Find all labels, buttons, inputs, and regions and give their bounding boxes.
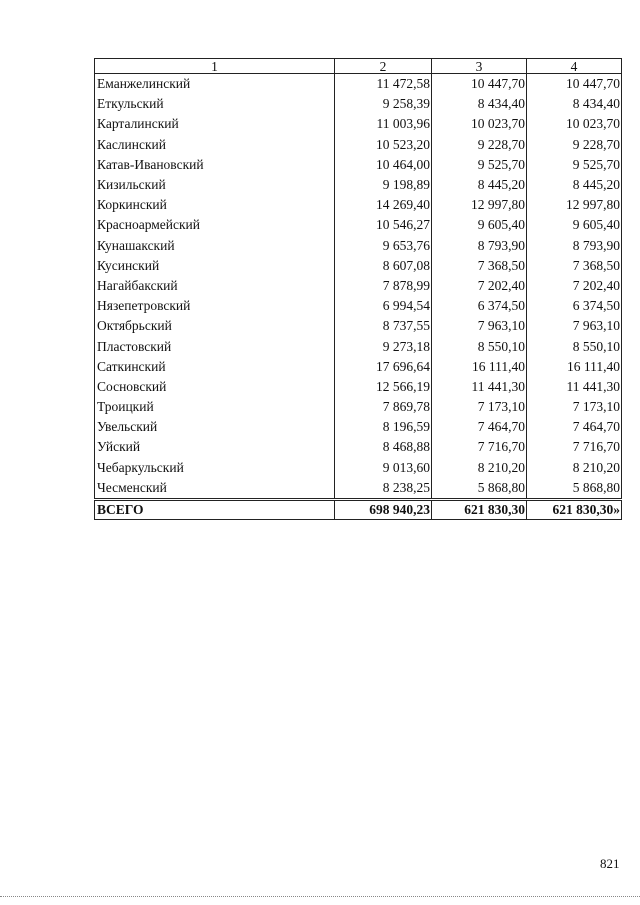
table-row bbox=[95, 417, 622, 437]
district-name: Кизильский bbox=[95, 175, 335, 195]
value-col3: 7 464,70 bbox=[432, 417, 527, 437]
district-name: Октябрьский bbox=[95, 316, 335, 336]
table-row bbox=[95, 236, 622, 256]
value-col3: 5 868,80 bbox=[432, 478, 527, 500]
value-col3: 7 963,10 bbox=[432, 316, 527, 336]
table-row bbox=[95, 478, 622, 500]
value-col3: 7 202,40 bbox=[432, 276, 527, 296]
value-col2: 9 273,18 bbox=[335, 336, 432, 356]
budget-table bbox=[94, 58, 622, 520]
value-col4: 6 374,50 bbox=[527, 296, 622, 316]
value-col4: 7 368,50 bbox=[527, 256, 622, 276]
value-col4: 10 023,70 bbox=[527, 114, 622, 134]
value-col4: 7 716,70 bbox=[527, 437, 622, 457]
district-name: Красноармейский bbox=[95, 215, 335, 235]
value-col3: 16 111,40 bbox=[432, 357, 527, 377]
table-row bbox=[95, 135, 622, 155]
table-row bbox=[95, 74, 622, 95]
column-header-3: 3 bbox=[432, 59, 527, 74]
district-name: Карталинский bbox=[95, 114, 335, 134]
table-row bbox=[95, 458, 622, 478]
value-col4: 7 464,70 bbox=[527, 417, 622, 437]
value-col3: 8 445,20 bbox=[432, 175, 527, 195]
district-name: Чебаркульский bbox=[95, 458, 335, 478]
bottom-divider bbox=[0, 896, 640, 897]
value-col4: 7 963,10 bbox=[527, 316, 622, 336]
value-col3: 10 447,70 bbox=[432, 74, 527, 95]
value-col2: 8 468,88 bbox=[335, 437, 432, 457]
value-col2: 9 198,89 bbox=[335, 175, 432, 195]
value-col3: 7 716,70 bbox=[432, 437, 527, 457]
district-name: Увельский bbox=[95, 417, 335, 437]
value-col2: 17 696,64 bbox=[335, 357, 432, 377]
total-row bbox=[95, 499, 622, 519]
district-name: Кунашакский bbox=[95, 236, 335, 256]
value-col4: 8 434,40 bbox=[527, 94, 622, 114]
value-col2: 8 607,08 bbox=[335, 256, 432, 276]
value-col2: 7 869,78 bbox=[335, 397, 432, 417]
total-col4: 621 830,30» bbox=[527, 499, 622, 519]
page-number: 821 bbox=[600, 856, 620, 871]
total-label: ВСЕГО bbox=[95, 499, 335, 519]
value-col2: 14 269,40 bbox=[335, 195, 432, 215]
value-col2: 6 994,54 bbox=[335, 296, 432, 316]
table-row bbox=[95, 215, 622, 235]
district-name: Уйский bbox=[95, 437, 335, 457]
value-col4: 11 441,30 bbox=[527, 377, 622, 397]
table-row bbox=[95, 114, 622, 134]
value-col4: 12 997,80 bbox=[527, 195, 622, 215]
table-row bbox=[95, 316, 622, 336]
district-name: Сосновский bbox=[95, 377, 335, 397]
value-col3: 10 023,70 bbox=[432, 114, 527, 134]
table-row bbox=[95, 336, 622, 356]
value-col3: 8 550,10 bbox=[432, 336, 527, 356]
value-col4: 16 111,40 bbox=[527, 357, 622, 377]
value-col4: 5 868,80 bbox=[527, 478, 622, 500]
table-row bbox=[95, 94, 622, 114]
district-name: Еткульский bbox=[95, 94, 335, 114]
value-col2: 8 238,25 bbox=[335, 478, 432, 500]
value-col2: 10 546,27 bbox=[335, 215, 432, 235]
value-col4: 8 445,20 bbox=[527, 175, 622, 195]
value-col4: 7 202,40 bbox=[527, 276, 622, 296]
table-row bbox=[95, 155, 622, 175]
value-col2: 10 464,00 bbox=[335, 155, 432, 175]
district-name: Чесменский bbox=[95, 478, 335, 500]
value-col2: 7 878,99 bbox=[335, 276, 432, 296]
value-col4: 9 605,40 bbox=[527, 215, 622, 235]
table-row bbox=[95, 437, 622, 457]
column-header-2: 2 bbox=[335, 59, 432, 74]
value-col3: 8 434,40 bbox=[432, 94, 527, 114]
value-col2: 9 653,76 bbox=[335, 236, 432, 256]
table-row bbox=[95, 397, 622, 417]
value-col2: 12 566,19 bbox=[335, 377, 432, 397]
header-row bbox=[95, 59, 622, 74]
column-header-4: 4 bbox=[527, 59, 622, 74]
column-header-1: 1 bbox=[95, 59, 335, 74]
value-col4: 8 210,20 bbox=[527, 458, 622, 478]
district-name: Нагайбакский bbox=[95, 276, 335, 296]
district-name: Катав-Ивановский bbox=[95, 155, 335, 175]
value-col4: 9 228,70 bbox=[527, 135, 622, 155]
value-col4: 8 793,90 bbox=[527, 236, 622, 256]
table-row bbox=[95, 377, 622, 397]
district-name: Пластовский bbox=[95, 336, 335, 356]
value-col2: 8 196,59 bbox=[335, 417, 432, 437]
table-row bbox=[95, 357, 622, 377]
value-col3: 7 173,10 bbox=[432, 397, 527, 417]
value-col2: 9 258,39 bbox=[335, 94, 432, 114]
value-col4: 8 550,10 bbox=[527, 336, 622, 356]
value-col3: 7 368,50 bbox=[432, 256, 527, 276]
district-name: Еманжелинский bbox=[95, 74, 335, 95]
total-col2: 698 940,23 bbox=[335, 499, 432, 519]
table-row bbox=[95, 276, 622, 296]
value-col3: 8 210,20 bbox=[432, 458, 527, 478]
value-col3: 11 441,30 bbox=[432, 377, 527, 397]
table-body bbox=[95, 74, 622, 500]
value-col3: 9 605,40 bbox=[432, 215, 527, 235]
district-name: Коркинский bbox=[95, 195, 335, 215]
value-col2: 10 523,20 bbox=[335, 135, 432, 155]
value-col3: 9 525,70 bbox=[432, 155, 527, 175]
district-name: Троицкий bbox=[95, 397, 335, 417]
value-col2: 8 737,55 bbox=[335, 316, 432, 336]
value-col3: 9 228,70 bbox=[432, 135, 527, 155]
district-name: Нязепетровский bbox=[95, 296, 335, 316]
value-col2: 11 472,58 bbox=[335, 74, 432, 95]
district-name: Кусинский bbox=[95, 256, 335, 276]
table-row bbox=[95, 296, 622, 316]
value-col2: 11 003,96 bbox=[335, 114, 432, 134]
table-row bbox=[95, 195, 622, 215]
value-col3: 12 997,80 bbox=[432, 195, 527, 215]
value-col2: 9 013,60 bbox=[335, 458, 432, 478]
value-col3: 8 793,90 bbox=[432, 236, 527, 256]
table-row bbox=[95, 256, 622, 276]
table-row bbox=[95, 175, 622, 195]
value-col3: 6 374,50 bbox=[432, 296, 527, 316]
total-col3: 621 830,30 bbox=[432, 499, 527, 519]
district-name: Саткинский bbox=[95, 357, 335, 377]
district-name: Каслинский bbox=[95, 135, 335, 155]
value-col4: 9 525,70 bbox=[527, 155, 622, 175]
value-col4: 10 447,70 bbox=[527, 74, 622, 95]
value-col4: 7 173,10 bbox=[527, 397, 622, 417]
